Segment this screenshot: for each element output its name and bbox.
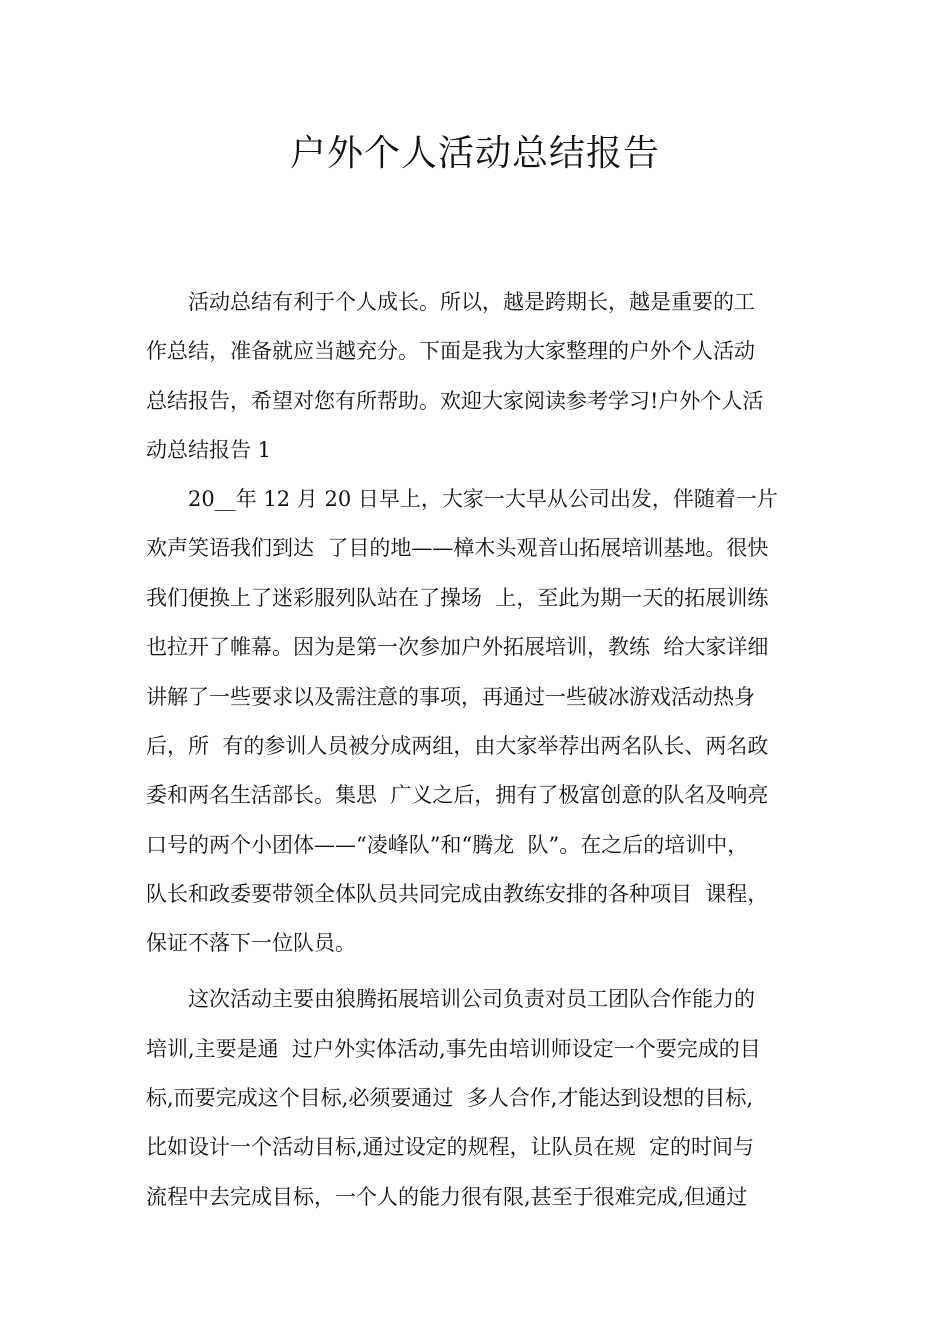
paragraph-line: 20__年 12 月 20 日早上，大家一大早从公司出发，伴随着一片 <box>188 487 778 511</box>
paragraph-line: 欢声笑语我们到达 了目的地——樟木头观音山拓展培训基地。很快 <box>146 536 769 560</box>
paragraph-line: 队长和政委要带领全体队员共同完成由教练安排的各种项目 课程， <box>146 882 769 906</box>
paragraph-line: 标,而要完成这个目标,必须要通过 多人合作,才能达到设想的目标, <box>146 1086 754 1110</box>
paragraph-line: 总结报告，希望对您有所帮助。欢迎大家阅读参考学习!户外个人活 <box>146 389 764 413</box>
paragraph-line: 也拉开了帷幕。因为是第一次参加户外拓展培训，教练 给大家详细 <box>146 635 769 659</box>
paragraph-line: 这次活动主要由狼腾拓展培训公司负责对员工团队合作能力的 <box>188 987 755 1011</box>
paragraph-line: 讲解了一些要求以及需注意的事项，再通过一些破冰游戏活动热身 <box>146 685 755 709</box>
paragraph-line: 委和两名生活部长。集思 广义之后，拥有了极富创意的队名及响亮 <box>146 783 769 807</box>
paragraph-line: 动总结报告 1 <box>146 438 272 462</box>
paragraph-line: 培训,主要是通 过户外实体活动,事先由培训师设定一个要完成的目 <box>146 1037 761 1061</box>
paragraph-line: 保证不落下一位队员。 <box>146 931 356 955</box>
paragraph-line: 口号的两个小团体——“凌峰队”和“腾龙 队”。在之后的培训中， <box>146 833 749 857</box>
paragraph-line: 比如设计一个活动目标,通过设定的规程，让队员在规 定的时间与 <box>146 1135 755 1159</box>
paragraph-line: 我们便换上了迷彩服列队站在了操场 上，至此为期一天的拓展训练 <box>146 586 769 610</box>
paragraph-line: 后，所 有的参训人员被分成两组，由大家举荐出两名队长、两名政 <box>146 734 769 758</box>
document-title: 户外个人活动总结报告 <box>289 133 660 174</box>
paragraph-line: 作总结，准备就应当越充分。下面是我为大家整理的户外个人活动 <box>146 339 755 363</box>
paragraph-line: 流程中去完成目标，一个人的能力很有限,甚至于很难完成,但通过 <box>146 1185 748 1209</box>
paragraph-line: 活动总结有利于个人成长。所以，越是跨期长，越是重要的工 <box>188 290 755 314</box>
